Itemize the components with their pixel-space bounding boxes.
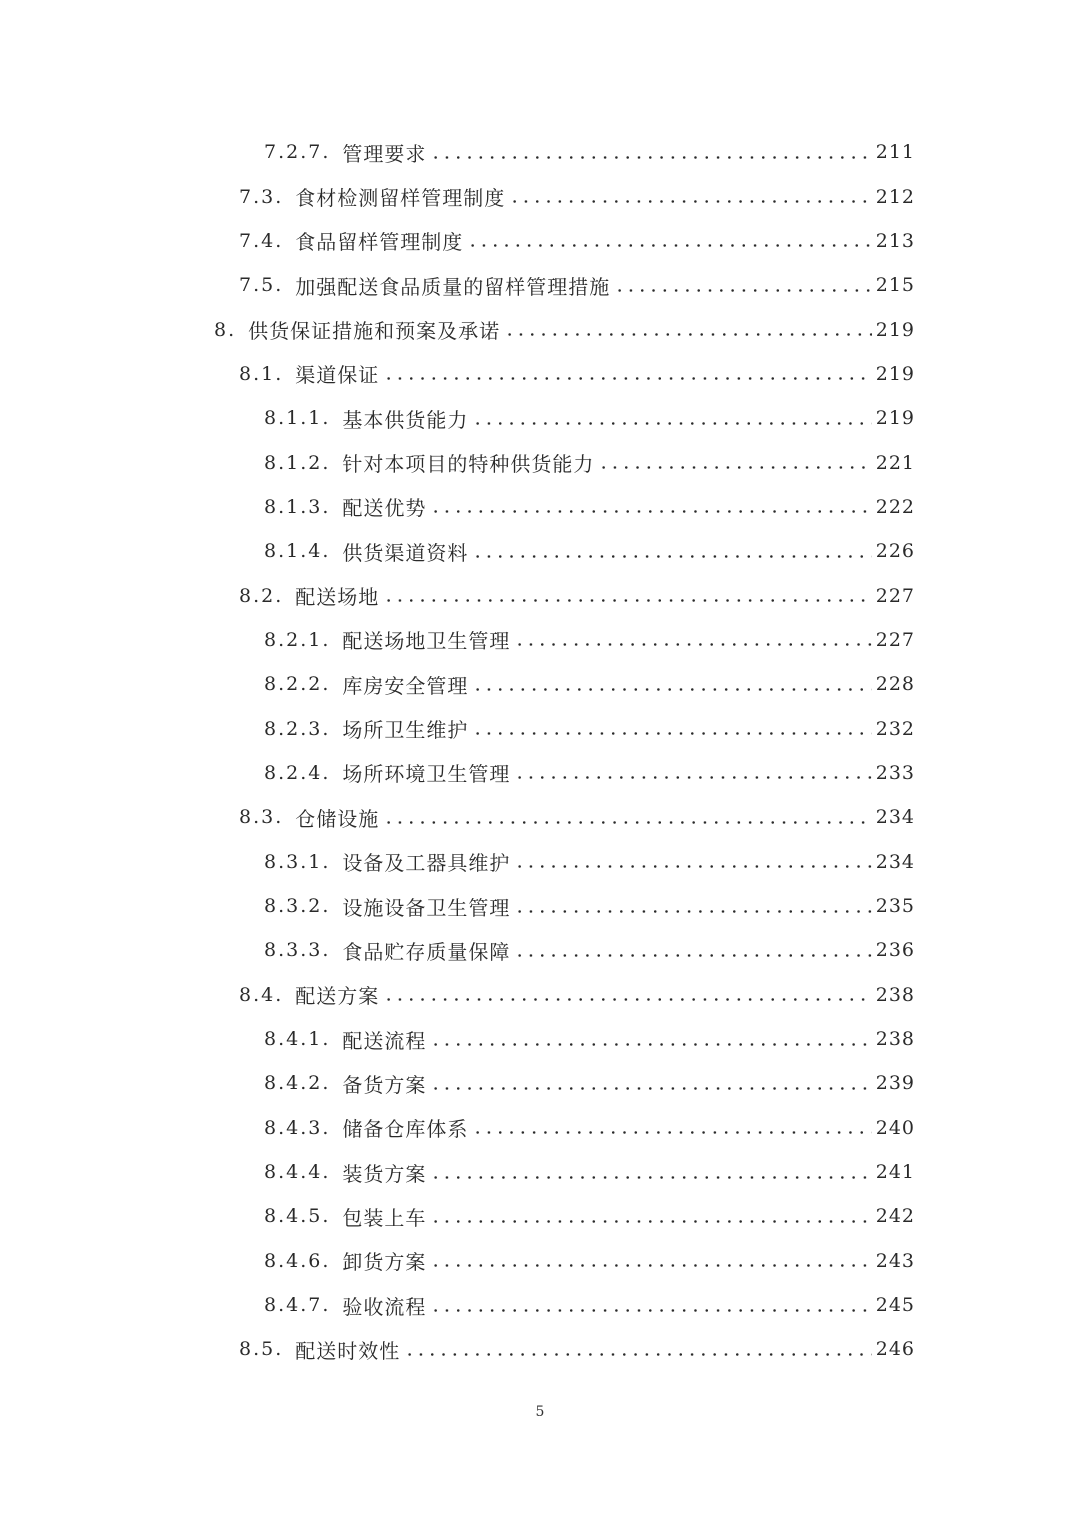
toc-entry[interactable]	[0, 307, 1080, 351]
toc-entry-title: 配送方案	[295, 984, 380, 1009]
toc-entry-page: 222	[875, 495, 915, 518]
toc-entry-title: 设备及工器具维护	[342, 851, 511, 876]
toc-entry[interactable]	[0, 440, 1080, 484]
dot-leader	[430, 1176, 871, 1179]
toc-entry-page: 236	[875, 939, 915, 962]
toc-entry-title: 场所环境卫生管理	[342, 762, 511, 787]
toc-entry-page: 235	[875, 895, 915, 918]
toc-entry-number: 8.4.5.	[264, 1205, 331, 1228]
toc-entry-page: 213	[875, 229, 915, 252]
toc-entry-number: 8.4.3.	[264, 1116, 331, 1139]
toc-entry-title: 加强配送食品质量的留样管理措施	[295, 274, 611, 299]
toc-entry[interactable]	[0, 973, 1080, 1017]
dot-leader	[430, 1264, 871, 1267]
toc-entry-page: 238	[875, 983, 915, 1006]
toc-entry[interactable]	[0, 706, 1080, 750]
toc-entry[interactable]	[0, 751, 1080, 795]
toc-entry-number: 8.3.1.	[264, 850, 331, 873]
toc-entry-number: 8.1.	[239, 362, 284, 385]
dot-leader	[430, 1220, 871, 1223]
toc-entry-title: 配送流程	[342, 1028, 427, 1053]
toc-entry-title: 卸货方案	[342, 1250, 427, 1275]
toc-entry-page: 227	[875, 584, 915, 607]
toc-entry-page: 215	[875, 274, 915, 297]
toc-entry-title: 配送场地	[295, 585, 380, 610]
toc-entry[interactable]	[0, 396, 1080, 440]
toc-entry-title: 配送场地卫生管理	[342, 629, 511, 654]
toc-entry-number: 8.4.2.	[264, 1072, 331, 1095]
toc-entry[interactable]	[0, 1194, 1080, 1238]
toc-entry-number: 8.	[214, 318, 237, 341]
toc-entry-title: 基本供货能力	[342, 407, 469, 432]
toc-entry-page: 227	[875, 628, 915, 651]
toc-entry-number: 7.2.7.	[264, 141, 331, 164]
toc-entry[interactable]	[0, 1150, 1080, 1194]
page-number: 5	[535, 1404, 545, 1420]
toc-entry-number: 8.1.3.	[264, 495, 331, 518]
toc-entry-title: 食材检测留样管理制度	[295, 186, 506, 211]
toc-entry[interactable]	[0, 263, 1080, 307]
dot-leader	[430, 156, 871, 159]
toc-entry-title: 管理要求	[342, 141, 427, 166]
toc-entry[interactable]	[0, 485, 1080, 529]
dot-leader	[430, 510, 871, 513]
toc-entry-number: 7.3.	[239, 185, 284, 208]
toc-entry-title: 食品留样管理制度	[295, 230, 464, 255]
toc-entry-page: 212	[875, 185, 915, 208]
toc-entry-title: 包装上车	[342, 1205, 427, 1230]
toc-entry-page: 232	[875, 717, 915, 740]
toc-entry-number: 8.2.2.	[264, 673, 331, 696]
toc-entry-title: 场所卫生维护	[342, 718, 469, 743]
toc-entry[interactable]	[0, 352, 1080, 396]
toc-entry-title: 渠道保证	[295, 363, 380, 388]
toc-entry-number: 8.5.	[239, 1338, 284, 1361]
toc-entry-page: 233	[875, 761, 915, 784]
toc-entry[interactable]	[0, 795, 1080, 839]
toc-entry-number: 8.4.1.	[264, 1028, 331, 1051]
toc-entry[interactable]	[0, 1061, 1080, 1105]
toc-entry-number: 8.4.	[239, 983, 284, 1006]
toc-entry-title: 装货方案	[342, 1161, 427, 1186]
toc-entry-title: 配送优势	[342, 496, 427, 521]
dot-leader	[514, 865, 871, 868]
dot-leader	[383, 821, 871, 824]
toc-entry[interactable]	[0, 1283, 1080, 1327]
toc-entry-page: 241	[875, 1161, 915, 1184]
toc-entry-number: 8.3.2.	[264, 895, 331, 918]
toc-entry-title: 验收流程	[342, 1294, 427, 1319]
toc-entry-page: 228	[875, 673, 915, 696]
toc-entry[interactable]	[0, 928, 1080, 972]
toc-entry-number: 8.2.4.	[264, 761, 331, 784]
toc-entry-page: 238	[875, 1028, 915, 1051]
toc-entry[interactable]	[0, 1239, 1080, 1283]
toc-entry[interactable]	[0, 1106, 1080, 1150]
toc-entry-title: 仓储设施	[295, 806, 380, 831]
toc-entry-page: 240	[875, 1116, 915, 1139]
toc-entry-title: 设施设备卫生管理	[342, 895, 511, 920]
toc-entry-title: 食品贮存质量保障	[342, 939, 511, 964]
dot-leader	[430, 1087, 871, 1090]
toc-entry-page: 246	[875, 1338, 915, 1361]
toc-entry-page: 242	[875, 1205, 915, 1228]
toc-entry-page: 234	[875, 806, 915, 829]
toc-entry[interactable]	[0, 662, 1080, 706]
dot-leader	[404, 1353, 871, 1356]
toc-entry-number: 7.4.	[239, 229, 284, 252]
dot-leader	[472, 422, 871, 425]
toc-entry-title: 配送时效性	[295, 1338, 401, 1363]
toc-entry[interactable]	[0, 219, 1080, 263]
toc-entry-page: 211	[875, 141, 915, 164]
dot-leader	[430, 1309, 871, 1312]
toc-entry-title: 备货方案	[342, 1072, 427, 1097]
toc-entry[interactable]	[0, 573, 1080, 617]
toc-entry[interactable]	[0, 1327, 1080, 1371]
dot-leader	[472, 555, 871, 558]
toc-entry-number: 8.4.6.	[264, 1249, 331, 1272]
dot-leader	[504, 333, 872, 336]
toc-entry-number: 8.1.1.	[264, 407, 331, 430]
toc-entry[interactable]	[0, 618, 1080, 662]
dot-leader	[472, 1131, 871, 1134]
dot-leader	[472, 688, 871, 691]
toc-entry-title: 库房安全管理	[342, 673, 469, 698]
toc-entry[interactable]	[0, 174, 1080, 218]
toc-entry[interactable]	[0, 130, 1080, 174]
toc-entry-number: 7.5.	[239, 274, 284, 297]
dot-leader	[383, 998, 871, 1001]
dot-leader	[430, 1043, 871, 1046]
toc-entry-page: 221	[875, 451, 915, 474]
toc-entry-number: 8.2.1.	[264, 628, 331, 651]
toc-entry-number: 8.1.4.	[264, 540, 331, 563]
toc-entry-number: 8.4.7.	[264, 1294, 331, 1317]
toc-entry-page: 245	[875, 1294, 915, 1317]
dot-leader	[514, 954, 871, 957]
toc-entry-number: 8.4.4.	[264, 1161, 331, 1184]
dot-leader	[598, 466, 871, 469]
toc-entry-title: 针对本项目的特种供货能力	[342, 452, 595, 477]
toc-entry-number: 8.3.	[239, 806, 284, 829]
toc-entry-title: 储备仓库体系	[342, 1117, 469, 1142]
toc-entry[interactable]	[0, 884, 1080, 928]
toc-entry-number: 8.3.3.	[264, 939, 331, 962]
table-of-contents	[0, 130, 1080, 1372]
toc-entry-page: 239	[875, 1072, 915, 1095]
toc-entry-number: 8.2.	[239, 584, 284, 607]
dot-leader	[509, 200, 871, 203]
dot-leader	[383, 377, 871, 380]
toc-entry-title: 供货渠道资料	[342, 540, 469, 565]
toc-entry-page: 219	[875, 362, 915, 385]
dot-leader	[514, 776, 871, 779]
toc-entry-page: 219	[875, 407, 915, 430]
toc-entry[interactable]	[0, 840, 1080, 884]
toc-entry-title: 供货保证措施和预案及承诺	[248, 319, 501, 344]
toc-entry-number: 8.2.3.	[264, 717, 331, 740]
toc-entry[interactable]	[0, 1017, 1080, 1061]
dot-leader	[467, 244, 871, 247]
dot-leader	[472, 732, 871, 735]
dot-leader	[514, 910, 871, 913]
toc-entry-page: 243	[875, 1249, 915, 1272]
dot-leader	[614, 289, 871, 292]
toc-entry-page: 226	[875, 540, 915, 563]
toc-entry-page: 234	[875, 850, 915, 873]
dot-leader	[514, 643, 871, 646]
toc-entry-number: 8.1.2.	[264, 451, 331, 474]
dot-leader	[383, 599, 871, 602]
toc-entry-page: 219	[875, 318, 915, 341]
toc-entry[interactable]	[0, 529, 1080, 573]
